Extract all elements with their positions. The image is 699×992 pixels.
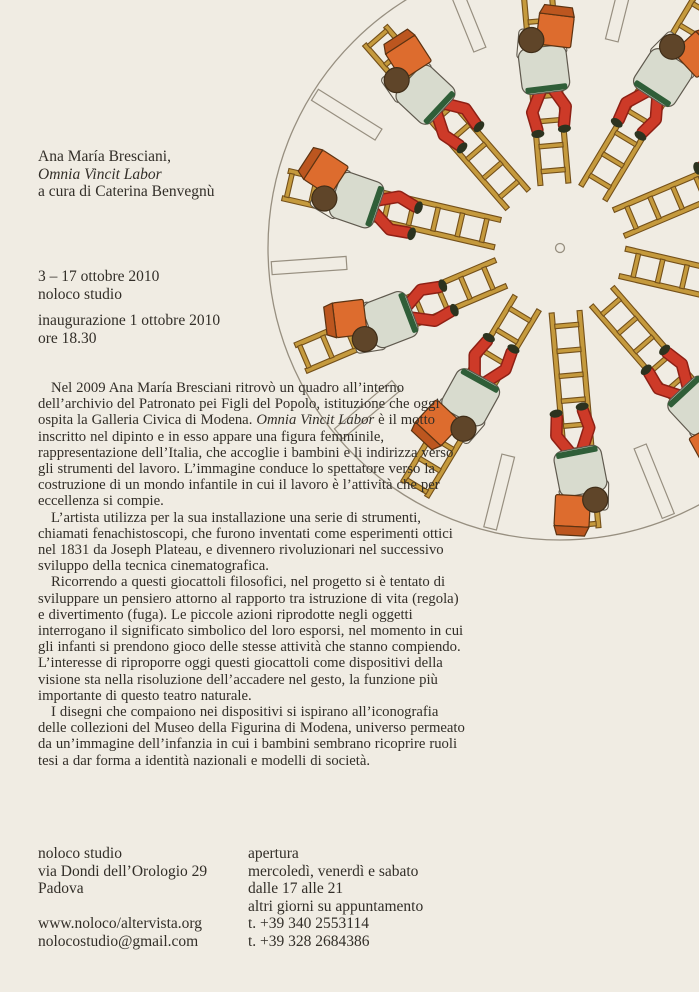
disc-slot [271,256,347,274]
climbing-figure [315,260,462,368]
phone-1: t. +39 340 2553114 [248,915,369,932]
hours-time: dalle 17 alle 21 [248,880,344,897]
footer-hours-block [248,845,423,950]
exhibition-period: 3 – 17 ottobre 2010 [38,268,160,285]
climbing-figure [530,400,619,542]
paragraph-2: L’artista utilizza per la sua installazione una serie di strumenti, chiamati fenachistoscopi, che furono inventati come esperimenti ottici nel 1831 da Joseph Plateau, e divennero rivoluzionari nel successivo sviluppo della tecnica cinematografica. [38,509,453,575]
venue-name: noloco studio [38,285,122,303]
paragraph-1-rest: è il motto inscritto nel dipinto e in esso appare una figura femminile, rappresentazione dell’Italia, che accoglie i bambini e li indirizza verso gli strumenti del lavoro. L’immagine conduce lo spettatore verso la costruzione di un mondo infantile in cui il lavoro è l’attività che per eccellenza si compie. [38,412,454,510]
footer-city: Padova [38,880,84,897]
footer-website-link[interactable]: www.noloco/altervista.org [38,915,203,932]
disc-slot [311,89,381,140]
footer-address: via Dondi dell’Orologio 29 [38,862,208,880]
footer-venue-name: noloco studio [38,845,122,862]
curator-line: a cura di Caterina Benvegnù [38,183,215,200]
paragraph-1-title-italic: Omnia Vincit Labor [256,412,375,429]
phone-2: t. +39 328 2684386 [248,932,370,950]
hours-label: apertura [248,845,299,862]
artist-name: Ana María Bresciani, [38,148,171,165]
press-text-block [38,380,469,769]
exhibition-title: Omnia Vincit Labor [38,165,162,183]
header-block [38,148,214,201]
disc-hub [556,244,565,253]
paragraph-1 [38,380,469,510]
disc-slot [446,0,486,52]
dates-block [38,268,159,303]
climbing-figure [286,142,432,246]
ladder [619,246,699,327]
disc-spoke [278,140,508,265]
disc-slot [484,454,515,530]
opening-time: ore 18.30 [38,329,97,347]
opening-block [38,312,220,347]
disc-spoke [521,309,619,544]
footer-email-link[interactable]: nolocostudio@gmail.com [38,932,199,950]
paragraph-4: I disegni che compaiono nei dispositivi si ispirano all’iconografia delle collezioni del Museo della Figurina di Modena, universo permeato da un’immagine dell’infanzia in cui i bambini sembrano ricoprire ruoli tesi a dar forma a identità nazionali e modelli di società. [38,704,465,769]
paragraph-3: Ricorrendo a questi giocattoli filosofici, nel progetto si è tentato di sviluppare un pensiero attorno al rapporto tra istruzione di vita (regola) e divertimento (fuga). Le piccole azioni riprodotte negli oggetti interrogano il significato simbolico del loro esporsi, nel momento in cui gli infanti si prendono gioco delle stesse attività che stanno compiendo. L’interesse di riproporre oggi questi giocattoli come dispositivi della visione sta nella risoluzione dell’accadere nel gesto, la funzione più importante di questo teatro naturale. [38,574,464,704]
footer-spacer [38,898,207,916]
hours-other: altri giorni su appuntamento [248,897,424,915]
paragraph-1-lead: Nel 2009 Ana María Bresciani ritrovò un quadro all’interno dell’archivio del Patronato pei Figli del Popolo, istituzione che oggi ospita la Galleria Civica di Modena. [38,380,440,429]
footer-contact-block [38,845,207,950]
disc-slot [605,0,636,42]
disc-spoke [507,0,595,187]
opening-date: inaugurazione 1 ottobre 2010 [38,312,221,329]
hours-days: mercoledì, venerdì e sabato [248,862,419,880]
disc-slot [634,444,674,518]
